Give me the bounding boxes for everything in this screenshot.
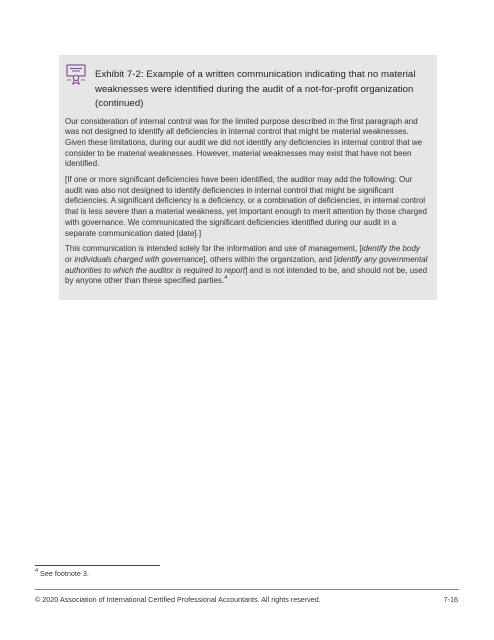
intended-use-text-3: ] and is not intended to be, and should not be, used by anyone other than these specified parties. xyxy=(65,265,428,286)
footnote-text: See footnote 3. xyxy=(38,569,89,578)
footer-copyright: © 2020 Association of International Certified Professional Accountants. All rights reserved. xyxy=(35,595,321,604)
intended-use-italic-authorities: identify any governmental authorities to which the auditor is required to report xyxy=(65,254,428,275)
intended-use-text-2: ], others within the organization, and [ xyxy=(203,254,337,264)
page-number: 7-16 xyxy=(443,595,458,604)
footnote-number: 4 xyxy=(35,568,39,574)
exhibit-paragraph-limitations: Our consideration of internal control was for the limited purpose described in the first paragraph and was not designed to identify all deficiencies in internal control that might be material weaknesses. Given these limitations, during our audit we did not identify any deficiencies in internal control that we consider to be material weaknesses. However, material weaknesses may exist that have not been identified. xyxy=(65,116,423,169)
intended-use-text-1: This communication is intended solely for the information and use of management, [ xyxy=(65,244,362,254)
footnote-reference[interactable]: 4 xyxy=(224,275,228,282)
exhibit-header xyxy=(65,61,429,112)
exhibit-title: Exhibit 7-2: Example of a written communication indicating that no material weaknesses were identified during the audit of a not-for-profit organization (continued) xyxy=(95,69,416,109)
footer-divider xyxy=(35,589,459,590)
exhibit-box xyxy=(59,55,437,300)
certificate-document-icon xyxy=(65,63,87,85)
footnote xyxy=(35,569,89,578)
intended-use-italic-governance: identify the body or individuals charged with governance xyxy=(65,244,420,264)
exhibit-paragraph-significant-deficiencies: [If one or more significant deficiencies have been identified, the auditor may add the following: Our audit was also not designed to identify deficiencies in internal control that might be significant deficiencies. A significant deficiency is a deficiency, or a combination of deficiencies, in internal control that is less severe than a material weakness, yet important enough to merit attention by those charged with governance. We communicated the significant deficiencies identified during our audit in a separate communication dated [date].] xyxy=(65,175,427,238)
exhibit-paragraph-intended-use xyxy=(65,244,429,287)
footnote-divider xyxy=(35,565,160,566)
